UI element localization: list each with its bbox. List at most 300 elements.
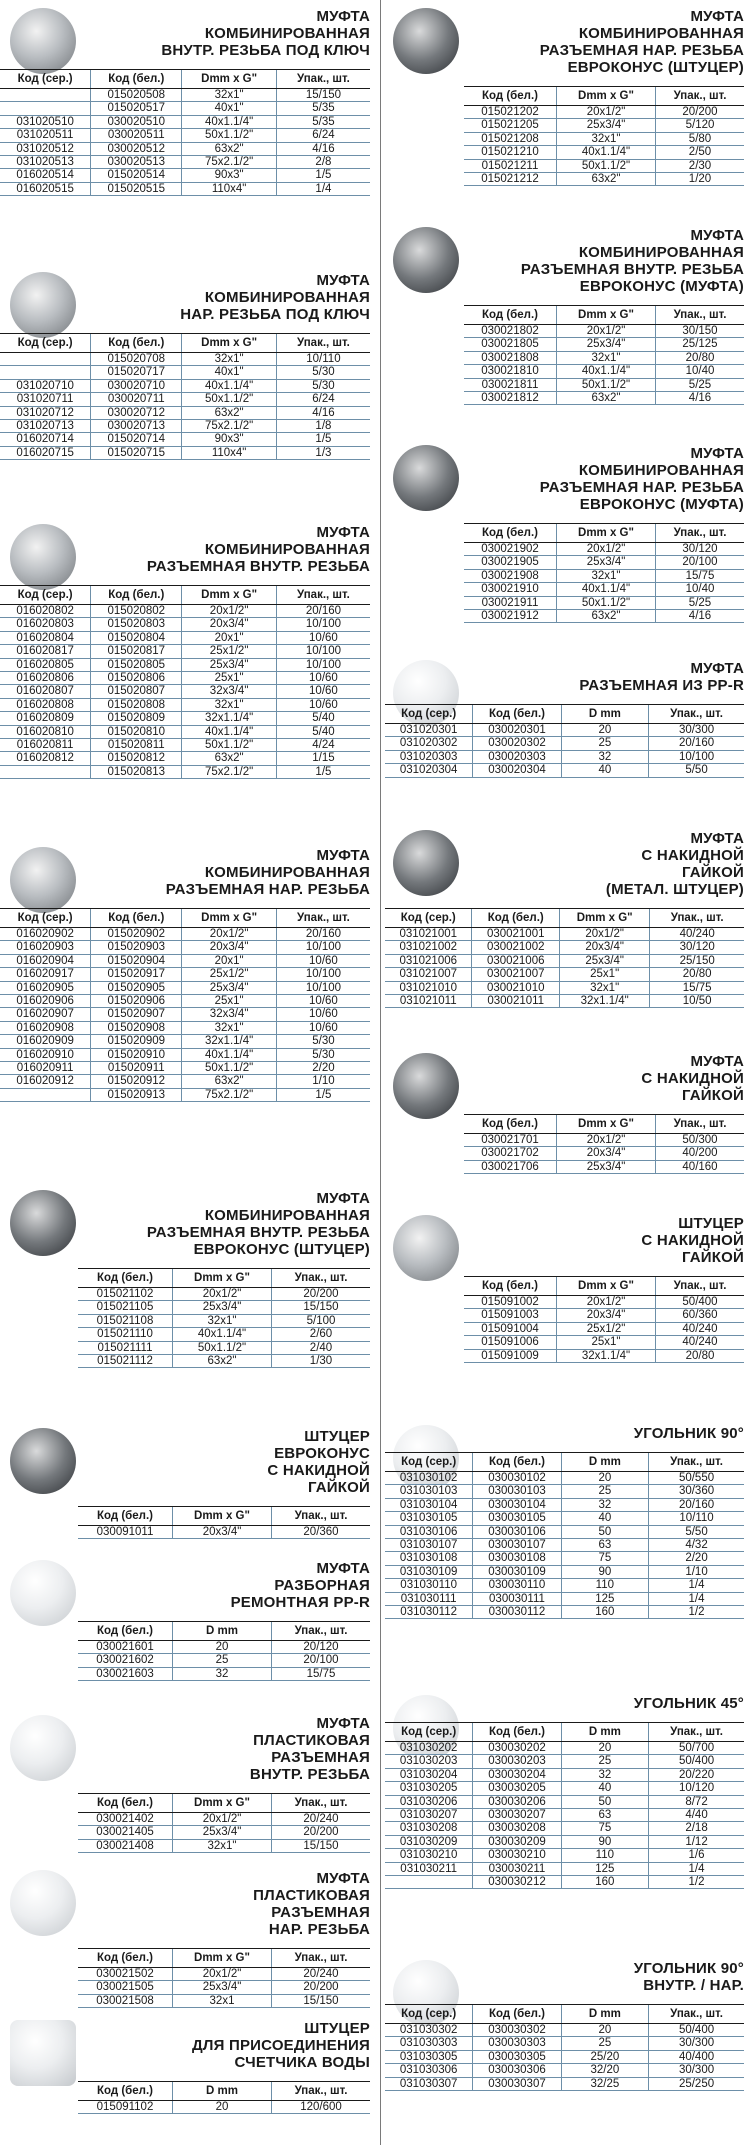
- product-title-line: МУФТА: [690, 660, 744, 677]
- table-row: [0, 739, 370, 752]
- table-cell: 015021111: [78, 1341, 173, 1354]
- table-row: [464, 1349, 744, 1362]
- table-cell: 32/20: [561, 2064, 648, 2077]
- table-row: [0, 1075, 370, 1088]
- table-cell: 5/25: [656, 596, 745, 609]
- table-cell: 015020809: [91, 712, 182, 725]
- table-cell: 10/40: [656, 583, 745, 596]
- table-header-cell: Упак., шт.: [649, 1723, 744, 1742]
- table-header-cell: Dmm x G": [559, 909, 649, 928]
- table-cell: 030021601: [78, 1641, 173, 1654]
- right-column: [385, 0, 750, 2145]
- table-cell: 25x3/4": [557, 338, 656, 351]
- table-cell: 1/2: [649, 1606, 744, 1619]
- table-cell: 016020515: [0, 182, 91, 195]
- table-cell: 25x1/2": [182, 968, 276, 981]
- table-row: [464, 119, 744, 132]
- table-cell: 30/120: [656, 543, 745, 556]
- table-cell: 030021810: [464, 365, 557, 378]
- table-row: [0, 1062, 370, 1075]
- table-header-row: [0, 909, 370, 928]
- table-row: [78, 1654, 370, 1667]
- table-cell: 016020810: [0, 725, 91, 738]
- product-title: [250, 1715, 370, 1783]
- table-row: [0, 446, 370, 459]
- table-cell: 10/60: [276, 995, 370, 1008]
- table-cell: [0, 353, 91, 366]
- table-cell: 031020711: [0, 393, 91, 406]
- product-table: [385, 2004, 744, 2091]
- product-title-line: КОМБИНИРОВАННАЯ: [204, 289, 370, 306]
- table-cell: 20/160: [276, 605, 370, 618]
- product-title-line: ЕВРОКОНУС (МУФТА): [579, 496, 744, 513]
- table-row: [464, 596, 744, 609]
- table-cell: 030020301: [473, 724, 561, 737]
- table-row: [385, 1876, 744, 1889]
- table-cell: 32x1": [182, 698, 276, 711]
- table-row: [0, 928, 370, 941]
- table-cell: 015020807: [91, 685, 182, 698]
- table-row: [385, 737, 744, 750]
- table-cell: 75: [561, 1822, 648, 1835]
- table-cell: 32x1": [557, 569, 656, 582]
- table-cell: 50x1.1/2": [557, 159, 656, 172]
- table-cell: 75x2.1/2": [182, 420, 276, 433]
- table-cell: 63x2": [557, 610, 656, 623]
- table-cell: 031020513: [0, 156, 91, 169]
- table-cell: 5/25: [656, 378, 745, 391]
- product-title-line: С НАКИДНОЙ: [641, 1070, 744, 1087]
- table-row: [0, 645, 370, 658]
- table-cell: 20/160: [649, 737, 744, 750]
- table-row: [0, 995, 370, 1008]
- product-title: [641, 1053, 744, 1104]
- table-row: [385, 1498, 744, 1511]
- table-row: [0, 169, 370, 182]
- table-cell: 031030103: [385, 1485, 473, 1498]
- table-cell: 2/60: [272, 1328, 371, 1341]
- table-header-cell: Код (бел.): [78, 1794, 173, 1813]
- table-cell: 20/200: [656, 106, 745, 119]
- product-title: [180, 272, 370, 323]
- table-cell: 015020805: [91, 658, 182, 671]
- table-cell: 15/150: [276, 89, 370, 102]
- table-cell: 20/200: [272, 1288, 371, 1301]
- table-cell: 015091102: [78, 2101, 173, 2114]
- table-row: [385, 1755, 744, 1768]
- table-cell: 015020811: [91, 739, 182, 752]
- table-cell: 25/250: [649, 2077, 744, 2090]
- table-header-cell: Код (бел.): [91, 334, 182, 353]
- product-title: [634, 1960, 744, 1994]
- product-title-line: ГАЙКОЙ: [308, 1479, 370, 1496]
- table-cell: 20/240: [272, 1813, 371, 1826]
- table-cell: 030021408: [78, 1839, 173, 1852]
- table-cell: 20x3/4": [182, 618, 276, 631]
- table-row: [78, 1526, 370, 1539]
- table-header-cell: Dmm x G": [173, 1507, 272, 1526]
- table-cell: 015020904: [91, 954, 182, 967]
- product-photo: [393, 1215, 459, 1281]
- table-cell: 50/700: [649, 1742, 744, 1755]
- table-cell: 10/50: [650, 995, 744, 1008]
- product-table: [78, 1793, 370, 1853]
- table-header-cell: Упак., шт.: [276, 909, 370, 928]
- table-row: [385, 1822, 744, 1835]
- table-cell: 40/200: [656, 1147, 745, 1160]
- table-header-cell: Код (бел.): [78, 2082, 173, 2101]
- table-cell: 10/100: [649, 750, 744, 763]
- table-row: [385, 1768, 744, 1781]
- table-cell: 5/30: [276, 1035, 370, 1048]
- table-cell: 50/300: [656, 1134, 745, 1147]
- table-header-cell: Код (сер.): [0, 909, 91, 928]
- product-title-line: ГАЙКОЙ: [682, 1249, 744, 1266]
- table-cell: [0, 102, 91, 115]
- table-cell: 6/24: [276, 129, 370, 142]
- table-cell: 030021702: [464, 1147, 557, 1160]
- table-cell: 20x1/2": [182, 605, 276, 618]
- product-table: [0, 69, 370, 196]
- table-cell: 63x2": [182, 752, 276, 765]
- table-cell: 031021011: [385, 995, 472, 1008]
- table-row: [385, 1539, 744, 1552]
- table-cell: 32x3/4": [182, 685, 276, 698]
- table-cell: 30/150: [656, 325, 745, 338]
- table-row: [385, 995, 744, 1008]
- product-table: [78, 2081, 370, 2114]
- table-cell: 016020909: [0, 1035, 91, 1048]
- table-row: [464, 392, 744, 405]
- table-header-row: [385, 1453, 744, 1472]
- table-cell: 25/150: [650, 954, 744, 967]
- table-cell: 030030106: [473, 1525, 561, 1538]
- table-row: [78, 1667, 370, 1680]
- table-cell: 031030102: [385, 1472, 473, 1485]
- table-cell: 10/110: [276, 353, 370, 366]
- table-header-cell: Код (сер.): [0, 334, 91, 353]
- table-cell: 1/3: [276, 446, 370, 459]
- product-photo: [393, 1053, 459, 1119]
- table-cell: 2/30: [656, 159, 745, 172]
- table-header-row: [464, 524, 744, 543]
- table-cell: 32x1": [182, 1021, 276, 1034]
- table-header-cell: Dmm x G": [557, 1277, 656, 1296]
- table-cell: 030021808: [464, 351, 557, 364]
- table-header-cell: Dmm x G": [182, 909, 276, 928]
- table-cell: 40: [561, 1512, 648, 1525]
- table-row: [0, 420, 370, 433]
- table-cell: 030030305: [473, 2050, 561, 2063]
- product-title-line: С НАКИДНОЙ: [267, 1462, 370, 1479]
- table-header-row: [464, 1115, 744, 1134]
- table-cell: 015020905: [91, 981, 182, 994]
- table-row: [385, 1565, 744, 1578]
- table-cell: 016020910: [0, 1048, 91, 1061]
- table-cell: 1/12: [649, 1835, 744, 1848]
- table-header-cell: Dmm x G": [182, 70, 276, 89]
- table-cell: 30/120: [650, 941, 744, 954]
- table-cell: 20/80: [656, 1349, 745, 1362]
- table-cell: 40x1.1/4": [182, 115, 276, 128]
- product-table: [385, 1722, 744, 1889]
- product-title-line: СЧЕТЧИКА ВОДЫ: [234, 2054, 370, 2071]
- table-cell: [385, 1876, 473, 1889]
- table-cell: 016020807: [0, 685, 91, 698]
- table-cell: 030030109: [473, 1565, 561, 1578]
- table-row: [0, 353, 370, 366]
- table-header-cell: Упак., шт.: [656, 306, 745, 325]
- table-cell: 030091011: [78, 1526, 173, 1539]
- table-cell: 031030302: [385, 2024, 473, 2037]
- table-row: [0, 618, 370, 631]
- table-cell: 75x2.1/2": [182, 1088, 276, 1101]
- table-cell: 32x1": [559, 981, 649, 994]
- table-header-cell: Упак., шт.: [272, 2082, 371, 2101]
- table-cell: 40/240: [656, 1322, 745, 1335]
- table-row: [464, 1336, 744, 1349]
- table-cell: 63x2": [182, 142, 276, 155]
- table-row: [385, 1835, 744, 1848]
- table-cell: 031020710: [0, 379, 91, 392]
- table-cell: 030021011: [472, 995, 559, 1008]
- table-cell: 030030303: [473, 2037, 561, 2050]
- table-header-cell: Упак., шт.: [649, 1453, 744, 1472]
- table-row: [0, 1008, 370, 1021]
- table-cell: 1/5: [276, 433, 370, 446]
- table-cell: 016020911: [0, 1062, 91, 1075]
- product-title: [231, 1560, 370, 1611]
- table-cell: 125: [561, 1862, 648, 1875]
- table-cell: 031030207: [385, 1809, 473, 1822]
- product-photo: [10, 1190, 76, 1256]
- table-cell: 4/16: [656, 392, 745, 405]
- table-cell: 50x1.1/2": [182, 393, 276, 406]
- table-cell: 030030104: [473, 1498, 561, 1511]
- table-cell: 015021211: [464, 159, 557, 172]
- product-title: [161, 8, 370, 59]
- table-cell: 030020710: [91, 379, 182, 392]
- product-title-line: МУФТА: [690, 227, 744, 244]
- product-photo: [10, 2020, 76, 2086]
- table-cell: 015091004: [464, 1322, 557, 1335]
- table-cell: 030030203: [473, 1755, 561, 1768]
- table-cell: 75x2.1/2": [182, 156, 276, 169]
- table-cell: 20x1/2": [182, 928, 276, 941]
- table-cell: 5/100: [272, 1314, 371, 1327]
- table-cell: 1/30: [272, 1355, 371, 1368]
- product-title-line: (МЕТАЛ. ШТУЦЕР): [605, 881, 744, 898]
- table-cell: 031030202: [385, 1742, 473, 1755]
- table-cell: 030021701: [464, 1134, 557, 1147]
- table-cell: 20x1/2": [173, 1288, 272, 1301]
- table-cell: 10/120: [649, 1782, 744, 1795]
- table-row: [464, 378, 744, 391]
- table-row: [0, 941, 370, 954]
- table-cell: 32x1": [182, 89, 276, 102]
- table-cell: 40x1.1/4": [182, 379, 276, 392]
- table-cell: 5/80: [656, 132, 745, 145]
- table-row: [464, 1134, 744, 1147]
- table-cell: 32x1": [173, 1314, 272, 1327]
- product-title: [521, 227, 744, 295]
- table-cell: 031030109: [385, 1565, 473, 1578]
- table-cell: 030030204: [473, 1768, 561, 1781]
- product-title-line: ПЛАСТИКОВАЯ: [253, 1732, 370, 1749]
- table-header-row: [78, 1507, 370, 1526]
- table-header-cell: Код (бел.): [91, 909, 182, 928]
- table-cell: 5/50: [649, 764, 744, 777]
- table-row: [385, 750, 744, 763]
- table-cell: 1/10: [649, 1565, 744, 1578]
- table-cell: 1/4: [276, 182, 370, 195]
- table-cell: 30/300: [649, 2037, 744, 2050]
- table-cell: 25x3/4": [182, 981, 276, 994]
- table-cell: 40x1.1/4": [182, 725, 276, 738]
- table-header-cell: Код (бел.): [464, 87, 557, 106]
- table-cell: 40: [561, 1782, 648, 1795]
- table-cell: 25x1": [557, 1336, 656, 1349]
- table-cell: 5/50: [649, 1525, 744, 1538]
- table-cell: 016020802: [0, 605, 91, 618]
- table-cell: 20/360: [272, 1526, 371, 1539]
- table-cell: 2/50: [656, 146, 745, 159]
- table-cell: 50/550: [649, 1472, 744, 1485]
- product-photo: [10, 1715, 76, 1781]
- table-cell: 32x1": [557, 351, 656, 364]
- table-cell: 030030107: [473, 1539, 561, 1552]
- table-cell: 25x3/4": [173, 1981, 272, 1994]
- table-cell: 031030204: [385, 1768, 473, 1781]
- table-cell: 20/120: [272, 1641, 371, 1654]
- table-header-cell: Код (бел.): [464, 1115, 557, 1134]
- table-cell: 016020903: [0, 941, 91, 954]
- table-row: [385, 928, 744, 941]
- table-row: [0, 968, 370, 981]
- product-title-line: ЕВРОКОНУС (МУФТА): [579, 278, 744, 295]
- table-cell: 20x1/2": [173, 1968, 272, 1981]
- table-header-cell: Код (бел.): [78, 1269, 173, 1288]
- table-cell: 50x1.1/2": [173, 1341, 272, 1354]
- table-row: [385, 2077, 744, 2090]
- product-table: [464, 1276, 744, 1363]
- table-header-cell: D mm: [173, 2082, 272, 2101]
- table-cell: 030020510: [91, 115, 182, 128]
- table-cell: 50x1.1/2": [182, 129, 276, 142]
- table-header-cell: Код (сер.): [385, 2005, 473, 2024]
- table-cell: 031030210: [385, 1849, 473, 1862]
- table-cell: 015020903: [91, 941, 182, 954]
- table-row: [385, 1579, 744, 1592]
- table-cell: 030021010: [472, 981, 559, 994]
- table-row: [464, 338, 744, 351]
- table-cell: 10/100: [276, 618, 370, 631]
- product-title-line: РАЗЪЕМНАЯ ВНУТР. РЕЗЬБА: [146, 1224, 370, 1241]
- product-title: [634, 1695, 744, 1712]
- product-title-line: ГАЙКОЙ: [682, 1087, 744, 1104]
- table-cell: 031020511: [0, 129, 91, 142]
- table-cell: 25/20: [561, 2050, 648, 2063]
- product-title-line: РАЗЪЕМНАЯ НАР. РЕЗЬБА: [539, 479, 744, 496]
- table-cell: 50/400: [649, 2024, 744, 2037]
- product-title-line: МУФТА: [316, 1870, 370, 1887]
- product-table: [78, 1621, 370, 1681]
- table-header-cell: Упак., шт.: [656, 87, 745, 106]
- table-header-cell: Код (бел.): [78, 1949, 173, 1968]
- table-cell: 015020803: [91, 618, 182, 631]
- table-cell: 1/6: [649, 1849, 744, 1862]
- table-cell: 015021102: [78, 1288, 173, 1301]
- table-cell: 1/5: [276, 1088, 370, 1101]
- table-cell: 030021910: [464, 583, 557, 596]
- table-cell: 20x3/4": [557, 1147, 656, 1160]
- table-row: [464, 583, 744, 596]
- table-cell: 030021905: [464, 556, 557, 569]
- table-row: [385, 1512, 744, 1525]
- table-cell: 031030209: [385, 1835, 473, 1848]
- table-cell: 125: [561, 1592, 648, 1605]
- table-cell: 2/20: [276, 1062, 370, 1075]
- product-title: [540, 445, 744, 513]
- table-cell: 031030203: [385, 1755, 473, 1768]
- product-title-line: ВНУТР. РЕЗЬБА ПОД КЛЮЧ: [161, 42, 370, 59]
- table-cell: 20/200: [272, 1826, 371, 1839]
- table-cell: 20: [173, 1641, 272, 1654]
- product-table: [0, 908, 370, 1102]
- table-cell: 15/150: [272, 1839, 371, 1852]
- table-row: [385, 1742, 744, 1755]
- table-cell: 90: [561, 1565, 648, 1578]
- table-cell: 10/110: [649, 1512, 744, 1525]
- product-title-line: ГАЙКОЙ: [682, 864, 744, 881]
- table-header-cell: Код (бел.): [473, 1723, 561, 1742]
- table-header-cell: Dmm x G": [557, 524, 656, 543]
- table-header-cell: Dmm x G": [557, 1115, 656, 1134]
- table-cell: 015020910: [91, 1048, 182, 1061]
- table-row: [464, 1160, 744, 1173]
- table-cell: 031020302: [385, 737, 473, 750]
- table-cell: 5/35: [276, 115, 370, 128]
- table-cell: 5/30: [276, 1048, 370, 1061]
- table-cell: 10/100: [276, 968, 370, 981]
- table-cell: 030030111: [473, 1592, 561, 1605]
- table-cell: 10/100: [276, 645, 370, 658]
- table-cell: 015020806: [91, 672, 182, 685]
- table-header-cell: Упак., шт.: [650, 909, 744, 928]
- table-cell: 016020906: [0, 995, 91, 1008]
- product-title: [579, 660, 744, 694]
- table-cell: 030030202: [473, 1742, 561, 1755]
- table-cell: 10/60: [276, 672, 370, 685]
- table-row: [385, 954, 744, 967]
- table-cell: 015020913: [91, 1088, 182, 1101]
- table-row: [464, 351, 744, 364]
- table-header-row: [78, 1794, 370, 1813]
- product-title-line: МУФТА: [316, 272, 370, 289]
- table-cell: 25x1": [182, 995, 276, 1008]
- product-title-line: С НАКИДНОЙ: [641, 1232, 744, 1249]
- table-cell: 030021912: [464, 610, 557, 623]
- table-cell: 016020917: [0, 968, 91, 981]
- table-row: [0, 1021, 370, 1034]
- table-cell: 1/4: [649, 1592, 744, 1605]
- table-row: [464, 569, 744, 582]
- product-title-line: ЕВРОКОНУС: [274, 1445, 370, 1462]
- table-cell: 30/300: [649, 2064, 744, 2077]
- table-cell: 015091002: [464, 1296, 557, 1309]
- table-header-cell: Код (сер.): [385, 1453, 473, 1472]
- table-cell: 20/80: [650, 968, 744, 981]
